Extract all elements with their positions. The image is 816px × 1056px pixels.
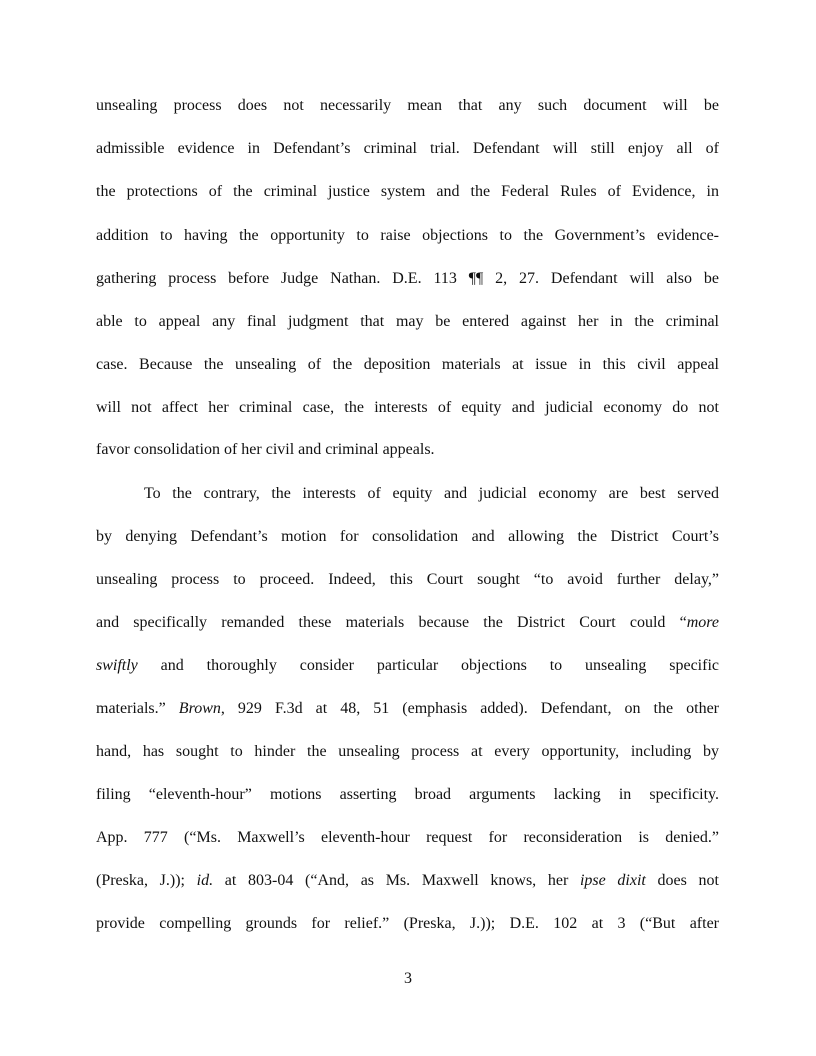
text-line: unsealing process does not necessarily mean that any such document will be bbox=[96, 97, 719, 114]
text-line: materials.” Brown, 929 F.3d at 48, 51 (emphasis added). Defendant, on the other bbox=[96, 700, 720, 717]
text-line: case. Because the unsealing of the deposition materials at issue in this civil appeal bbox=[96, 356, 719, 373]
text-line: swiftly and thoroughly consider particular objections to unsealing specific bbox=[96, 657, 719, 674]
text-line: gathering process before Judge Nathan. D.E. 113 ¶¶ 2, 27. Defendant will also be bbox=[96, 270, 719, 287]
text-line: provide compelling grounds for relief.” (Preska, J.)); D.E. 102 at 3 (“But after bbox=[96, 915, 719, 932]
text-line: unsealing process to proceed. Indeed, this Court sought “to avoid further delay,” bbox=[96, 571, 719, 588]
text-line: App. 777 (“Ms. Maxwell’s eleventh-hour request for reconsideration is denied.” bbox=[96, 829, 719, 846]
text-line: addition to having the opportunity to raise objections to the Government’s evidence- bbox=[96, 227, 719, 244]
text-line: the protections of the criminal justice system and the Federal Rules of Evidence, in bbox=[96, 183, 719, 200]
text-line: hand, has sought to hinder the unsealing process at every opportunity, including by bbox=[96, 743, 719, 760]
page-number: 3 bbox=[404, 970, 412, 987]
text-line: able to appeal any final judgment that may be entered against her in the criminal bbox=[96, 313, 719, 330]
text-line: will not affect her criminal case, the interests of equity and judicial economy do not bbox=[96, 399, 719, 416]
text-line: admissible evidence in Defendant’s criminal trial. Defendant will still enjoy all of bbox=[96, 140, 719, 157]
text-line: (Preska, J.)); id. at 803-04 (“And, as Ms. Maxwell knows, her ipse dixit does not bbox=[96, 872, 719, 889]
paragraph-first-line: To the contrary, the interests of equity and judicial economy are best served bbox=[144, 485, 719, 502]
text-line: and specifically remanded these materials because the District Court could “more bbox=[96, 614, 719, 631]
text-line: favor consolidation of her civil and criminal appeals. bbox=[96, 441, 435, 458]
text-line: by denying Defendant’s motion for consolidation and allowing the District Court’s bbox=[96, 528, 719, 545]
text-line: filing “eleventh-hour” motions asserting broad arguments lacking in specificity. bbox=[96, 786, 719, 803]
